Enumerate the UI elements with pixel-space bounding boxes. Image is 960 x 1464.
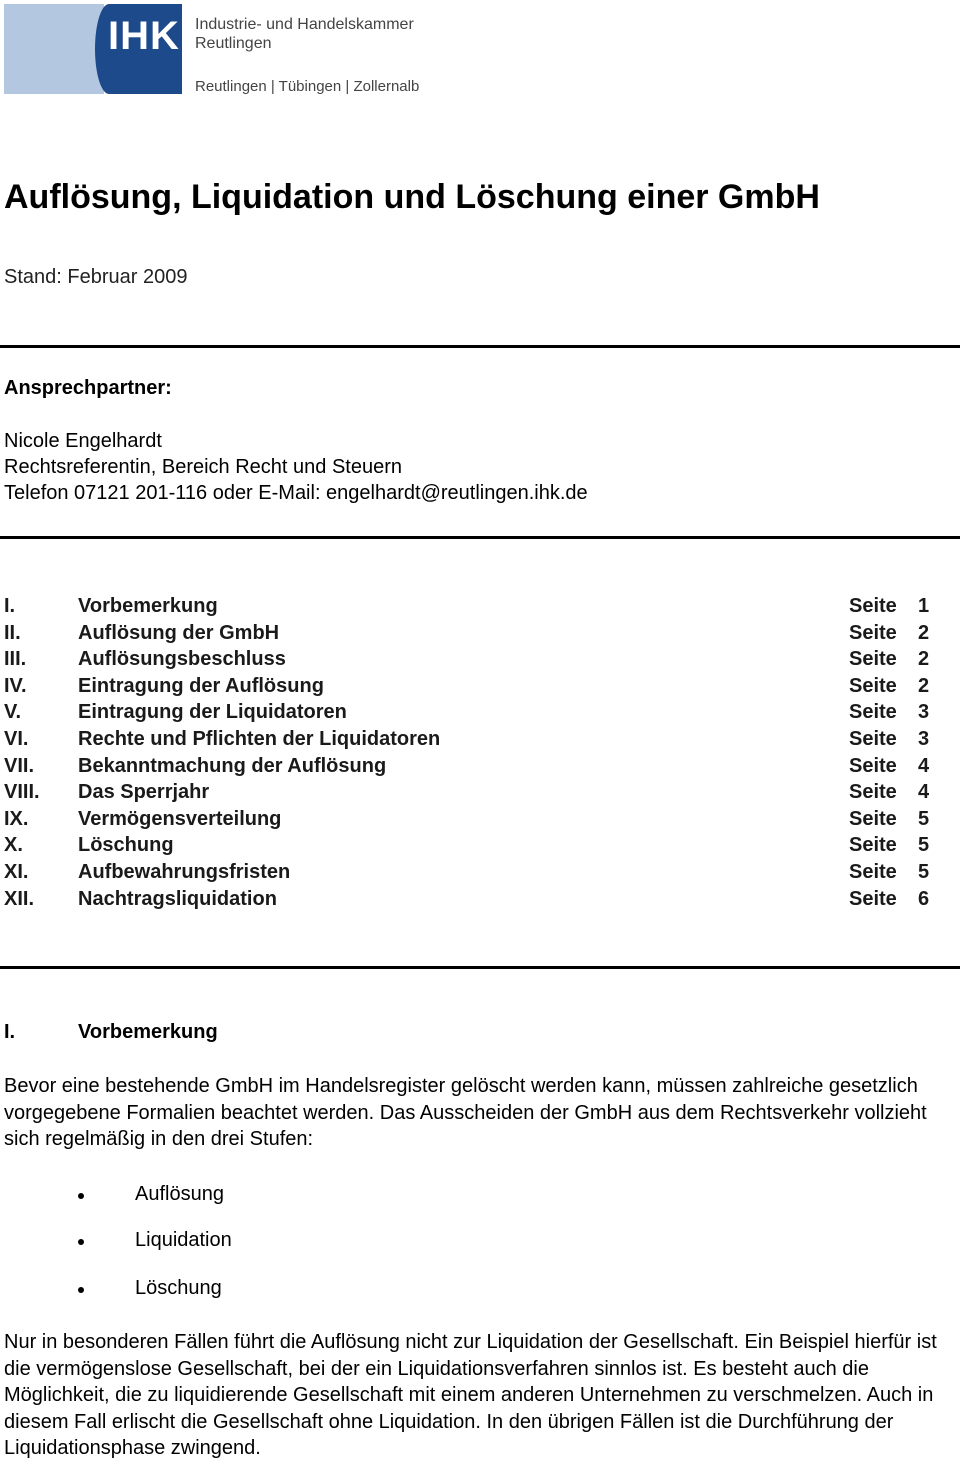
toc-page-number: 1 [918, 595, 930, 617]
toc-page-number: 6 [918, 887, 930, 910]
logo-mark: IHK [108, 14, 180, 58]
toc-entry [4, 781, 934, 807]
toc-page-number: 5 [918, 807, 930, 830]
toc-page-number: 5 [918, 861, 930, 883]
toc-seite-label: Seite [849, 754, 897, 777]
toc-entry [4, 834, 934, 860]
toc-number: X. [4, 834, 23, 857]
toc-page-number: 5 [918, 834, 930, 857]
toc-entry [4, 701, 934, 727]
toc-title: Auflösung der GmbH [78, 621, 280, 644]
toc-seite-label: Seite [849, 674, 897, 697]
logo-light-block [4, 4, 104, 94]
toc-page-number: 2 [918, 674, 930, 697]
toc-title: Auflösungsbeschluss [78, 648, 286, 671]
contact-name: Nicole Engelhardt [4, 430, 162, 452]
toc-seite-label: Seite [849, 807, 897, 830]
divider [0, 345, 960, 348]
toc-title: Rechte und Pflichten der Liquidatoren [78, 728, 441, 750]
bullet-icon [78, 1239, 84, 1245]
toc-page-number: 3 [918, 728, 930, 750]
toc-title: Löschung [78, 834, 174, 857]
toc-number: IV. [4, 674, 27, 697]
toc-number: XI. [4, 861, 29, 883]
toc-number: VI. [4, 728, 29, 750]
bullet-icon [78, 1193, 84, 1199]
toc-title: Bekanntmachung der Auflösung [78, 754, 387, 777]
page-title: Auflösung, Liquidation und Löschung einer GmbH [4, 178, 820, 216]
toc-number: V. [4, 701, 22, 724]
contact-heading: Ansprechpartner: [4, 377, 172, 399]
toc-entry [4, 728, 934, 754]
toc-title: Vermögensverteilung [78, 807, 282, 830]
logo-line2: Reutlingen [195, 35, 272, 52]
toc-title: Das Sperrjahr [78, 781, 210, 804]
toc-entry [4, 808, 934, 834]
divider [0, 966, 960, 969]
stand-date: Stand: Februar 2009 [4, 266, 188, 288]
toc-seite-label: Seite [849, 621, 897, 644]
toc-page-number: 3 [918, 701, 930, 724]
logo-line1: Industrie- und Handelskammer [195, 16, 414, 33]
toc-number: VII. [4, 754, 35, 777]
toc-title: Aufbewahrungsfristen [78, 861, 291, 883]
divider [0, 536, 960, 539]
contact-phone-email: Telefon 07121 201-116 oder E-Mail: engelhardt@reutlingen.ihk.de [4, 482, 588, 504]
toc-title: Eintragung der Auflösung [78, 674, 324, 697]
toc-seite-label: Seite [849, 595, 897, 617]
toc-entry [4, 595, 934, 621]
toc-seite-label: Seite [849, 648, 897, 671]
toc-number: IX. [4, 807, 29, 830]
intro-paragraph: Bevor eine bestehende GmbH im Handelsregister gelöscht werden kann, müssen zahlreiche gesetzlich vorgegebene Formalien beachtet werden. Das Ausscheiden der GmbH aus dem Rechtsverkehr vollzieht sich regelmäßig in den drei Stufen: [4, 1075, 927, 1150]
toc-entry [4, 888, 934, 914]
toc-title: Eintragung der Liquidatoren [78, 701, 347, 724]
toc-title: Vorbemerkung [78, 595, 218, 617]
toc-seite-label: Seite [849, 781, 897, 804]
toc-entry [4, 861, 934, 887]
toc-seite-label: Seite [849, 861, 897, 883]
toc-seite-label: Seite [849, 834, 897, 857]
logo-line3: Reutlingen | Tübingen | Zollernalb [195, 78, 420, 95]
toc-entry [4, 755, 934, 781]
toc-page-number: 2 [918, 648, 930, 671]
toc-page-number: 2 [918, 621, 930, 644]
toc-page-number: 4 [918, 754, 930, 777]
toc-number: II. [4, 621, 21, 644]
toc-entry [4, 648, 934, 674]
toc-number: XII. [4, 887, 35, 910]
toc-title: Nachtragsliquidation [78, 887, 277, 910]
section-heading: Vorbemerkung [78, 1021, 218, 1043]
toc-entry [4, 675, 934, 701]
toc-number: III. [4, 648, 27, 671]
document-page: IHK Industrie- und Handelskammer Reutlingen Reutlingen | Tübingen | Zollernalb Auflösung, Liquidation und Löschung einer GmbH Stand: Februar 2009 Ansprechpartner: Nicole Engelhardt Rechtsreferentin, Bereich Recht und Steuern Telefon 07121 201-116 oder E-Mail: engelhardt@reutlingen.ihk.de I. Vorbemerkung Seite 1 II. Auflösung der GmbH Seite 2 III. Auflösungsbeschluss Seite 2 IV. Eintragung der Auflösung Seite 2 V. Eintragung der Liquidatoren Seite 3 VI. Rechte und Pflichten der Liquidatoren Seite 3 VII. Bekanntmachung der Auflösung Seite 4 VIII. Das Sperrjahr Seite 4 IX. Vermögensverteilung Seite 5 X. Löschung Seite 5 XI. Aufbewahrungsfristen Seite 5 XII. Nachtragsliquidation Seite 6 I. Vorbemerkung Bevor eine bestehende GmbH im Handelsregister gelöscht werden kann, müssen zahlreiche gesetzlich vorgegebene Formalien beachtet werden. Das Ausscheiden der GmbH aus dem Rechtsverkehr vollzieht sich regelmäßig in den drei Stufen: Auflösung Liquidation Löschung Nur in besonderen Fällen führt die Auflösung nicht zur Liquidation der Gesellschaft. Ein Beispiel hierfür ist die vermögenslose Gesellschaft, bei der ein Liquidationsverfahren sinnlos ist. Es besteht auch die Möglichkeit, die zu liquidierende Gesellschaft mit einem anderen Unternehmen zu verschmelzen. Auch in diesem Fall erlischt die Gesellschaft ohne Liquidation. In den übrigen Fällen ist die Durchführung der Liquidationsphase zwingend. [0, 0, 960, 1464]
toc-page-number: 4 [918, 781, 930, 804]
toc-number: I. [4, 595, 16, 617]
contact-role: Rechtsreferentin, Bereich Recht und Steuern [4, 456, 402, 478]
section-number: I. [4, 1021, 16, 1043]
bullet-icon [78, 1287, 84, 1293]
toc-seite-label: Seite [849, 887, 897, 910]
closing-paragraph: Nur in besonderen Fällen führt die Auflösung nicht zur Liquidation der Gesellschaft. Ein Beispiel hierfür ist die vermögenslose Gesellschaft, bei der ein Liquidationsverfahren sinnlos ist. Es besteht auch die Möglichkeit, die zu liquidierende Gesellschaft mit einem anderen Unternehmen zu verschmelzen. Auch in diesem Fall erlischt die Gesellschaft ohne Liquidation. In den übrigen Fällen ist die Durchführung der Liquidationsphase zwingend. [4, 1331, 937, 1459]
toc-number: VIII. [4, 781, 40, 804]
toc-seite-label: Seite [849, 701, 897, 724]
toc-entry [4, 622, 934, 648]
toc-seite-label: Seite [849, 728, 897, 750]
